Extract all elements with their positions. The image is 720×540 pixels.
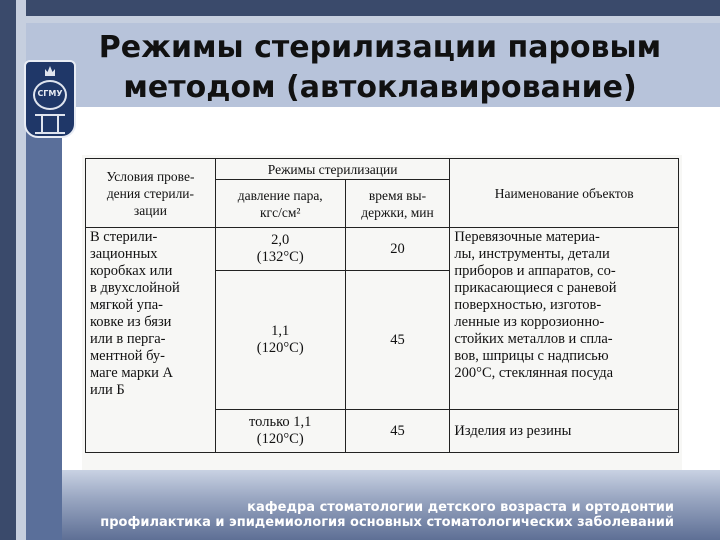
top-frame-bar [0, 0, 720, 16]
slide-title-line-2: методом (автоклавирование) [123, 70, 637, 105]
time-cell: 45 [345, 271, 450, 410]
objects-cell: Изделия из резины [450, 410, 679, 453]
university-logo [24, 60, 76, 138]
time-cell: 45 [345, 410, 450, 453]
top-frame-accent [16, 16, 720, 23]
logo-text: СГМУ [37, 89, 63, 98]
pillars-icon [35, 114, 65, 134]
header-objects: Наименование объектов [450, 159, 679, 228]
pressure-cell: 1,1 (120°С) [215, 271, 345, 410]
condition-cell: В стерили- зационных коробках или в двухслойной мягкой упа- ковке из бязи или в перга- ментной бу- маге марки А или Б [86, 228, 216, 453]
sterilization-table-scan [82, 155, 682, 470]
objects-cell: Перевязочные материа- лы, инструменты, детали приборов и аппаратов, со- прикасающиеся с раневой поверхностью, изготов- ленные из коррозионно- стойких металлов и спла- вов, шприцы с надписью 200°С, стеклянная посуда [450, 228, 679, 410]
crown-icon [45, 66, 55, 76]
slide-title [60, 28, 700, 108]
pressure-cell: только 1,1 (120°С) [215, 410, 345, 453]
header-pressure: давление пара, кгс/см² [215, 180, 345, 228]
header-modes: Режимы стерилизации [215, 159, 450, 180]
header-time: время вы- держки, мин [345, 180, 450, 228]
pressure-cell: 2,0 (132°С) [215, 228, 345, 271]
table-row [86, 228, 679, 271]
left-frame-bar [0, 0, 16, 540]
time-cell: 20 [345, 228, 450, 271]
slide-title-line-1: Режимы стерилизации паровым [98, 30, 662, 65]
left-side-panel [26, 107, 62, 540]
footer-department: кафедра стоматологии детского возраста и ортодонтии [247, 500, 674, 515]
sterilization-table [85, 158, 679, 453]
header-conditions: Условия прове- дения стерили- зации [86, 159, 216, 228]
emblem-icon [33, 80, 67, 110]
table-header-row [86, 159, 679, 180]
footer-subject: профилактика и эпидемиология основных стоматологических заболеваний [100, 515, 674, 530]
